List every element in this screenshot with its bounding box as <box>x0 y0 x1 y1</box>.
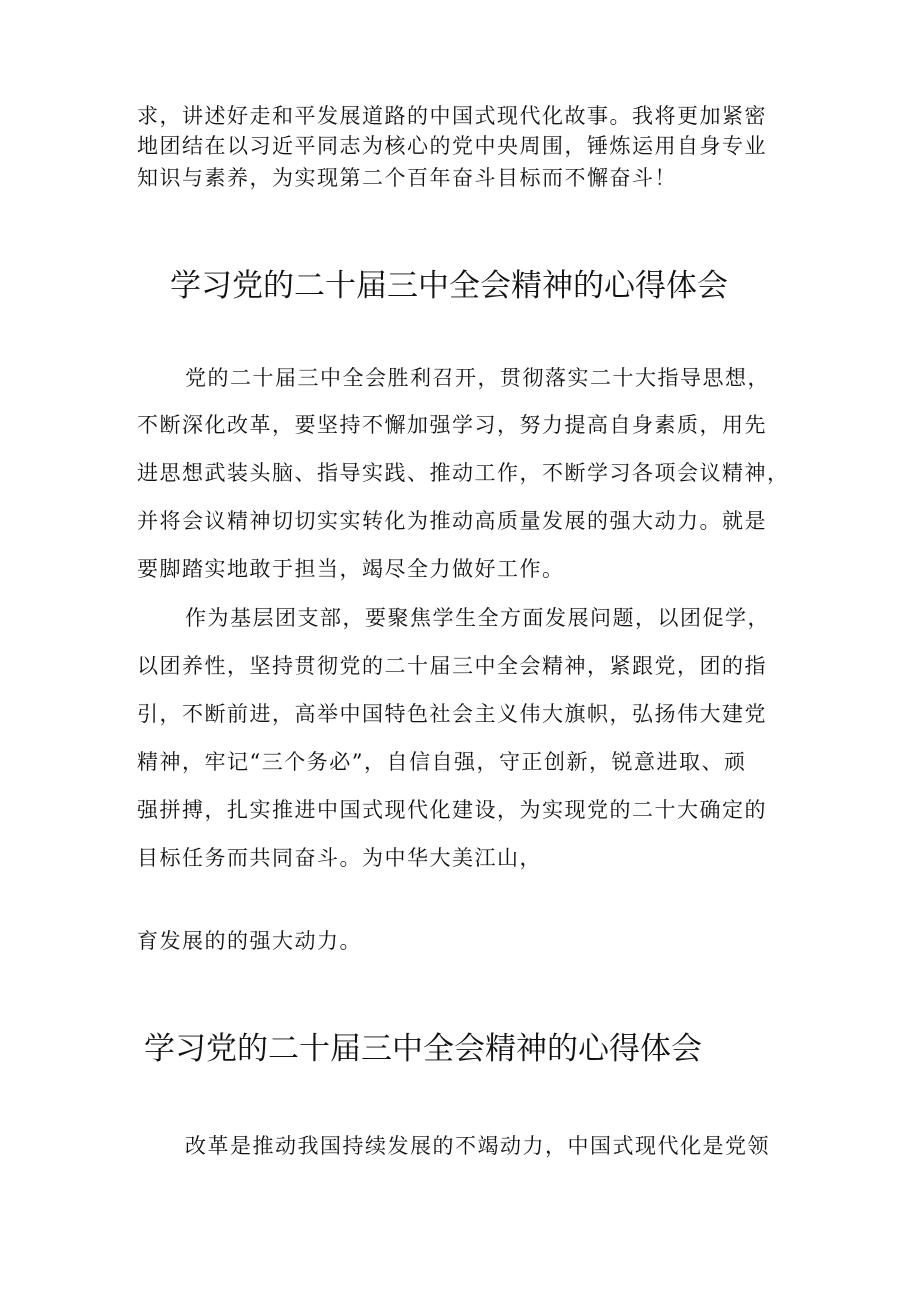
intro-line-3: 知识与素养，为实现第二个百年奋斗目标而不懈奋斗！ <box>137 166 677 190</box>
section1-p1-line-4: 并将会议精神切切实实转化为推动高质量发展的强大动力。就是 <box>137 509 767 533</box>
section1-p2-line-4: 精神，牢记“三个务必”，自信自强，守正创新，锐意进取、顽 <box>137 750 747 774</box>
section1-p1-line-5: 要脚踏实地敢于担当，竭尽全力做好工作。 <box>137 557 565 581</box>
section1-p2-line-6: 目标任务而共同奋斗。为中华大美江山， <box>137 846 542 870</box>
intro-line-1: 求，讲述好走和平发展道路的中国式现代化故事。我将更加紧密 <box>137 104 767 128</box>
section1-p2-line-1: 作为基层团支部，要聚焦学生全方面发展问题，以团促学， <box>185 606 770 630</box>
intro-line-2: 地团结在以习近平同志为核心的党中央周围，锤炼运用自身专业 <box>137 134 767 158</box>
section2-p1-line-1: 改革是推动我国持续发展的不竭动力，中国式现代化是党领 <box>185 1134 770 1158</box>
section1-p1-line-1: 党的二十届三中全会胜利召开，贯彻落实二十大指导思想， <box>185 366 770 390</box>
section1-p2-line-5: 强拼搏，扎实推进中国式现代化建设，为实现党的二十大确定的 <box>137 798 767 822</box>
section1-title: 学习党的二十届三中全会精神的心得体会 <box>170 268 728 304</box>
section1-p1-line-2: 不断深化改革，要坚持不懈加强学习，努力提高自身素质，用先 <box>137 413 767 437</box>
section1-p1-line-3: 进思想武装头脑、指导实践、推动工作，不断学习各项会议精神， <box>137 461 790 485</box>
section1-p3-line-1: 育发展的的强大动力。 <box>137 929 362 953</box>
section1-p2-line-2: 以团养性，坚持贯彻党的二十届三中全会精神，紧跟党，团的指 <box>137 654 767 678</box>
section2-title: 学习党的二十届三中全会精神的心得体会 <box>144 1031 702 1067</box>
section1-p2-line-3: 引，不断前进，高举中国特色社会主义伟大旗帜，弘扬伟大建党 <box>137 702 767 726</box>
